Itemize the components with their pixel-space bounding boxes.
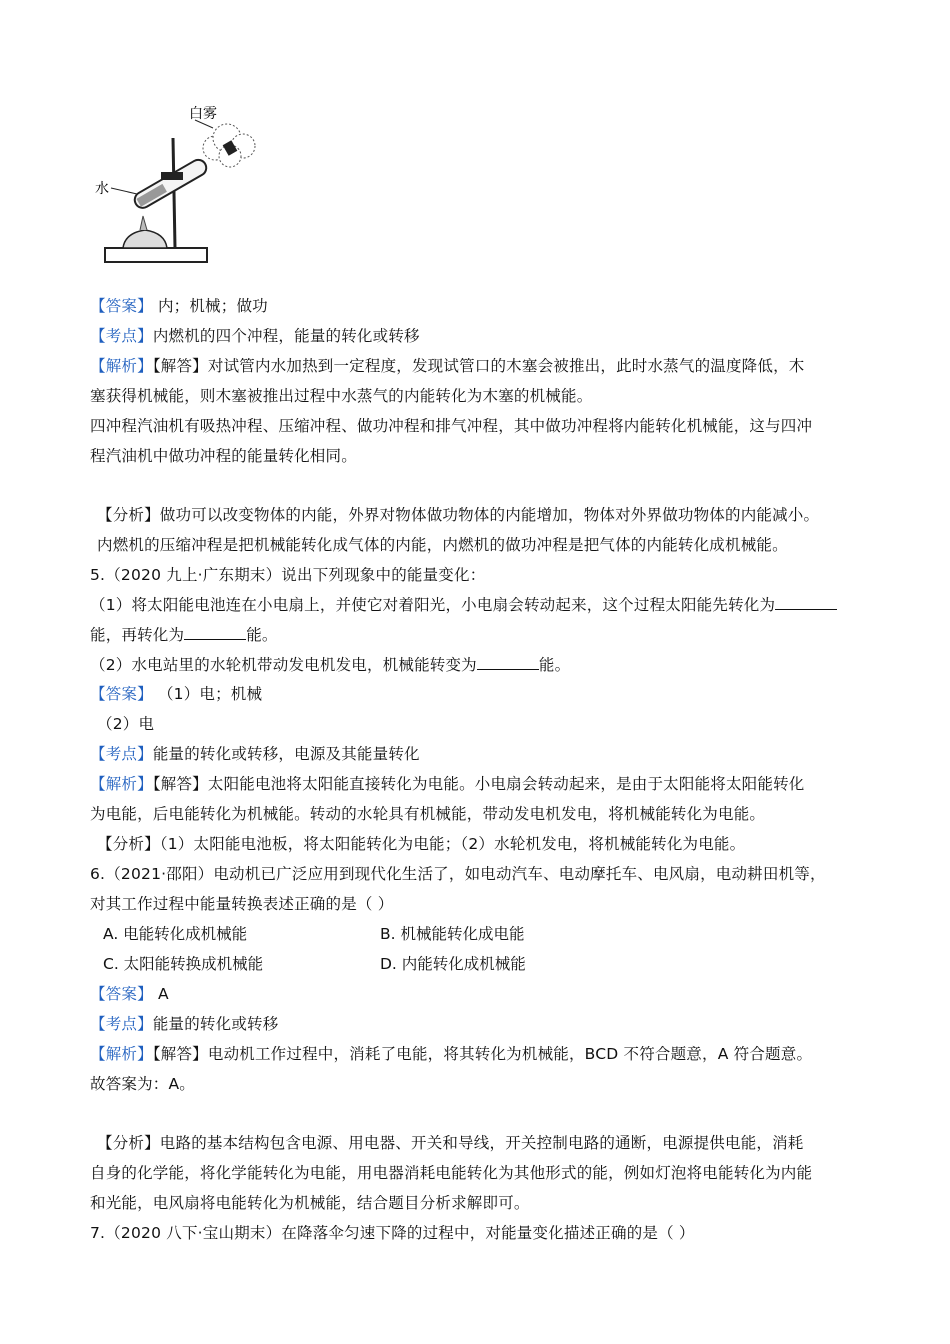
stand-base — [105, 248, 207, 262]
q6-jiexi: 【解析】【解答】电动机工作过程中，消耗了电能，将其转化为机械能，BCD 不符合题意，A 符合题意。 — [90, 1045, 813, 1063]
fog-label: 白雾 — [189, 106, 217, 122]
q5-part1: （1）将太阳能电池连在小电扇上，并使它对着阳光，小电扇会转动起来，这个过程太阳能先转化为 — [90, 595, 837, 615]
q5-jiexi-line2: 为电能，后电能转化为机械能。转动的水轮具有机械能，带动发电机发电，将机械能转化为电能。 — [90, 805, 766, 823]
q5-fenxi: 【分析】（1）太阳能电池板，将太阳能转化为电能；（2）水轮机发电，将机械能转化为电能。 — [97, 835, 746, 853]
q6-option-c: C. 太阳能转换成机械能 — [103, 955, 264, 973]
test-tube — [132, 157, 209, 211]
answer-blank — [477, 655, 539, 670]
q5-jiexi: 【解析】【解答】太阳能电池将太阳能直接转化为电能。小电扇会转动起来，是由于太阳能将太阳能转化 — [90, 775, 805, 793]
q6-fenxi: 【分析】电路的基本结构包含电源、用电器、开关和导线，开关控制电路的通断，电源提供电能，消耗 — [97, 1134, 804, 1152]
q4-kaodian: 【考点】内燃机的四个冲程，能量的转化或转移 — [90, 327, 420, 345]
q6-option-b: B. 机械能转化成电能 — [380, 925, 525, 943]
q4-jiexi: 【解析】【解答】对试管内水加热到一定程度，发现试管口的木塞会被推出，此时水蒸气的温度降低，木 — [90, 357, 805, 375]
experiment-figure — [95, 98, 275, 273]
q4-fenxi: 【分析】做功可以改变物体的内能，外界对物体做功物体的内能增加，物体对外界做功物体的内能减小。 — [97, 506, 820, 524]
q5-part2: （2）水电站里的水轮机带动发电机发电，机械能转变为 能。 — [90, 656, 571, 674]
q6-jiexi-line2: 故答案为：A。 — [90, 1075, 196, 1093]
q5-stem: 5.（2020 九上·广东期末）说出下列现象中的能量变化： — [90, 566, 486, 584]
q6-fenxi-line3: 和光能，电风扇将电能转化为机械能，结合题目分析求解即可。 — [90, 1194, 530, 1212]
stand-rod — [173, 138, 175, 248]
q6-stem-line2: 对其工作过程中能量转换表述正确的是（ ） — [90, 895, 394, 913]
alcohol-lamp — [123, 230, 167, 248]
flame-icon — [140, 216, 147, 230]
q6-option-a: A. 电能转化成机械能 — [103, 925, 248, 943]
q5-answer: 【答案】 （1）电；机械 — [90, 685, 263, 703]
q5-part1-cont: 能，再转化为 能。 — [90, 626, 278, 644]
q6-option-d: D. 内能转化成机械能 — [380, 955, 526, 973]
answer-blank — [775, 595, 837, 610]
q4-jiexi-line4: 程汽油机中做功冲程的能量转化相同。 — [90, 447, 357, 465]
q6-stem: 6.（2021·邵阳）电动机已广泛应用到现代化生活了，如电动汽车、电动摩托车、电风扇，电动耕田机等， — [90, 865, 826, 883]
q4-jiexi-line3: 四冲程汽油机有吸热冲程、压缩冲程、做功冲程和排气冲程，其中做功冲程将内能转化机械能，这与四冲 — [90, 417, 813, 435]
q5-answer-line2: （2）电 — [97, 715, 155, 733]
q4-fenxi-line2: 内燃机的压缩冲程是把机械能转化成气体的内能，内燃机的做功冲程是把气体的内能转化成机械能。 — [97, 536, 788, 554]
q5-kaodian: 【考点】能量的转化或转移，电源及其能量转化 — [90, 745, 420, 763]
q6-answer: 【答案】 A — [90, 985, 169, 1003]
q7-stem: 7.（2020 八下·宝山期末）在降落伞匀速下降的过程中，对能量变化描述正确的是（ ） — [90, 1224, 695, 1242]
q6-fenxi-line2: 自身的化学能，将化学能转化为电能，用电器消耗电能转化为其他形式的能，例如灯泡将电能转化为内能 — [90, 1164, 813, 1182]
q4-jiexi-line2: 塞获得机械能，则木塞被推出过程中水蒸气的内能转化为木塞的机械能。 — [90, 387, 593, 405]
fog-cloud-icon — [203, 124, 255, 167]
q6-kaodian: 【考点】能量的转化或转移 — [90, 1015, 279, 1033]
answer-blank — [184, 625, 246, 640]
clamp — [161, 172, 183, 180]
water-label: 水 — [95, 181, 109, 197]
q4-answer: 【答案】 内；机械；做功 — [90, 297, 268, 315]
